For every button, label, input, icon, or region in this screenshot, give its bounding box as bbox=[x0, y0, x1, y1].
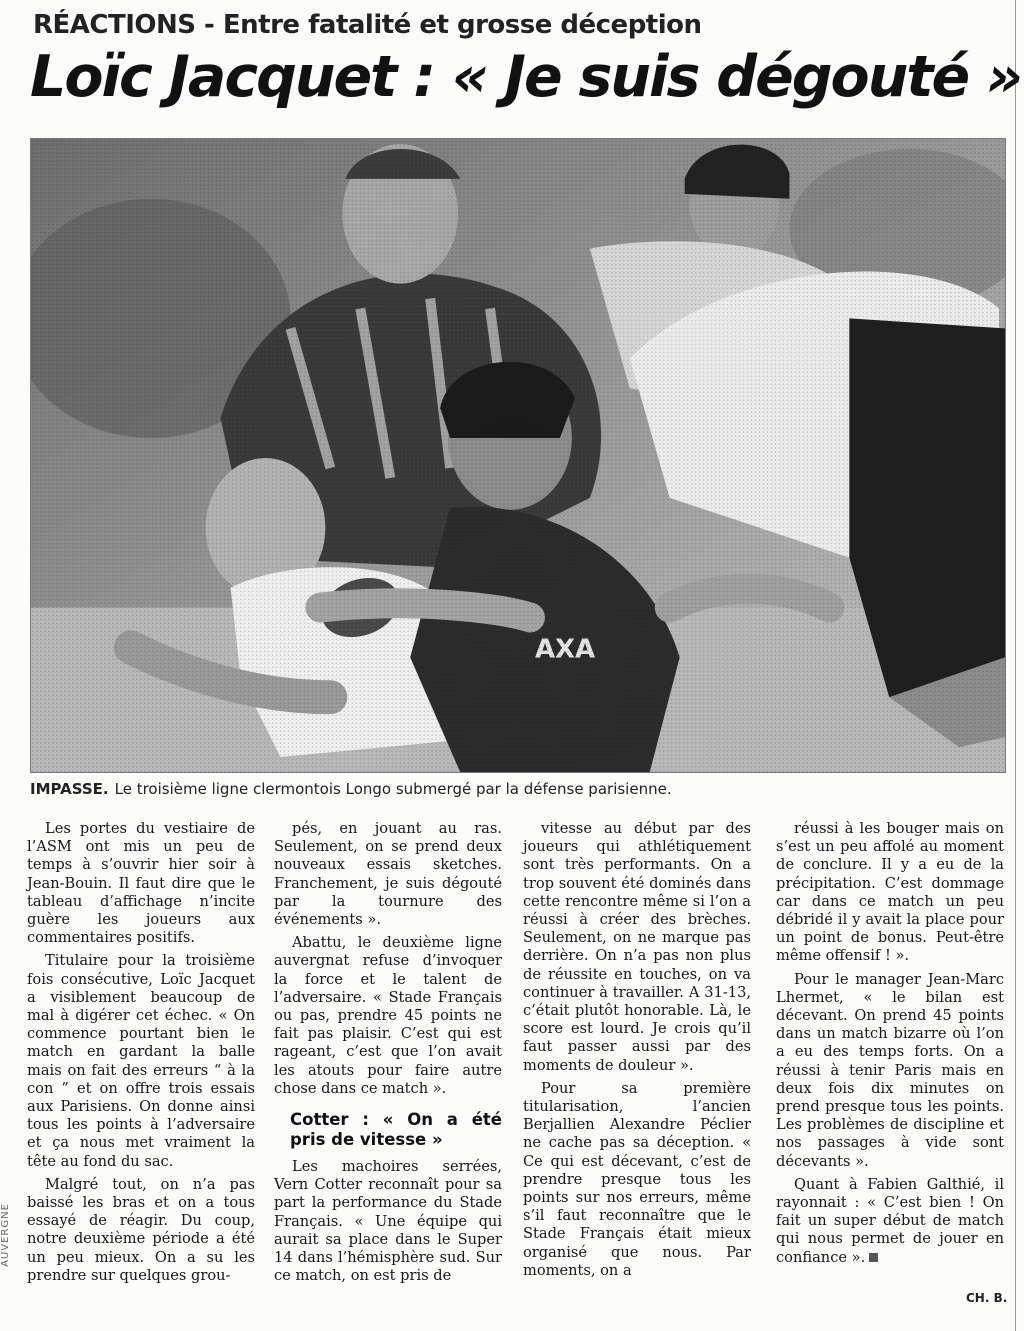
section-side-label bbox=[0, 1190, 16, 1280]
section-subhead: Cotter : « On a été pris de vitesse » bbox=[290, 1110, 502, 1150]
article-kicker: RÉACTIONS - Entre fatalité et grosse déception bbox=[33, 10, 702, 40]
paragraph: Abattu, le deuxième ligne auvergnat refuse d’invoquer la force et le talent de l’adversaire. « Stade Français ou pas, prendre 45 points ne fait pas plaisir. C’est qui est rageant, c’est que l’on avait les atouts pour faire autre chose dans ce match ». bbox=[274, 934, 502, 1097]
article-column-2 bbox=[274, 820, 502, 1290]
paragraph-last bbox=[776, 1176, 1004, 1267]
article-column-3 bbox=[523, 820, 751, 1285]
article-headline: Loïc Jacquet : « Je suis dégouté » bbox=[30, 44, 1022, 110]
paragraph: Titulaire pour la troisième fois consécutive, Loïc Jacquet a visiblement beaucoup de mal à digérer cet échec. « On commence pourtant bien le match en gardant la balle mais on fait des erreurs “ à la con ” et on offre trois essais aux Parisiens. On donne ainsi tous les points à l’adversaire et ça nous met vraiment la tête au fond du sac. bbox=[27, 952, 255, 1170]
paragraph: réussi à les bouger mais on s’est un peu affolé au moment de conclure. Il y a eu de la précipitation. C’est dommage car dans ce match un peu débridé il y avait la place pour un point de bonus. Peut-être même offensif ! ». bbox=[776, 820, 1004, 965]
caption-text: Le troisième ligne clermontois Longo submergé par la défense parisienne. bbox=[114, 780, 672, 798]
paragraph: vitesse au début par des joueurs qui athlétiquement sont très performants. On a trop souvent été dominés dans cette rencontre même si l’on a réussi à créer des brèches. Seulement, on ne marque pas derrière. On n’a pas non plus de réussite en touches, on va continuer à travailler. A 31-13, c’était plutôt honorable. Là, le score est lourd. Je crois qu’il faut passer aussi par des moments de douleur ». bbox=[523, 820, 751, 1074]
photo-caption bbox=[30, 780, 1006, 798]
paragraph: Pour le manager Jean-Marc Lhermet, « le bilan est décevant. On prend 45 points dans un match bizarre où l’on a eu des temps forts. On a réussi à tenir Paris mais en deux fois dix minutes on prend presque tous les points. Les problèmes de discipline et nos passages à vide sont décevants ». bbox=[776, 970, 1004, 1170]
end-of-article-mark bbox=[869, 1253, 878, 1262]
rugby-scrum-image bbox=[31, 139, 1005, 772]
paragraph: pés, en jouant au ras. Seulement, on se prend deux nouveaux essais sketches. Franchement, je suis dégouté par la tournure des événements ». bbox=[274, 820, 502, 929]
article-column-1 bbox=[27, 820, 255, 1290]
article-photo bbox=[30, 138, 1006, 773]
side-label-text: AUVERGNE bbox=[0, 1203, 11, 1267]
article-column-4 bbox=[776, 820, 1004, 1272]
paragraph: Les machoires serrées, Vern Cotter reconnaît pour sa part la performance du Stade Français. « Une équipe qui aurait sa place dans le Super 14 dans l’hémisphère sud. Sur ce match, on est pris de bbox=[274, 1158, 502, 1285]
author-byline: CH. B. bbox=[966, 1291, 1008, 1305]
paragraph: Les portes du vestiaire de l’ASM ont mis un peu de temps à s’ouvrir hier soir à Jean-Bouin. Il faut dire que le tableau d’affichage n’incite guère les joueurs aux commentaires positifs. bbox=[27, 820, 255, 947]
page-edge-rule bbox=[1015, 0, 1016, 1331]
paragraph-text: Quant à Fabien Galthié, il rayonnait : « C’est bien ! On fait un super début de match qui nous permet de jouer en confiance ». bbox=[776, 1175, 1004, 1266]
paragraph: Malgré tout, on n’a pas baissé les bras et on a tous essayé de réagir. Du coup, notre deuxième période a été un peu mieux. On a su les prendre sur quelques grou- bbox=[27, 1175, 255, 1284]
paragraph: Pour sa première titularisation, l’ancien Berjallien Alexandre Péclier ne cache pas sa déception. « Ce qui est décevant, c’est de prendre presque tous les points sur nos erreurs, même s’il faut reconnaître que le Stade Français était mieux organisé que nous. Par moments, on a bbox=[523, 1079, 751, 1279]
caption-label: IMPASSE. bbox=[30, 780, 109, 798]
